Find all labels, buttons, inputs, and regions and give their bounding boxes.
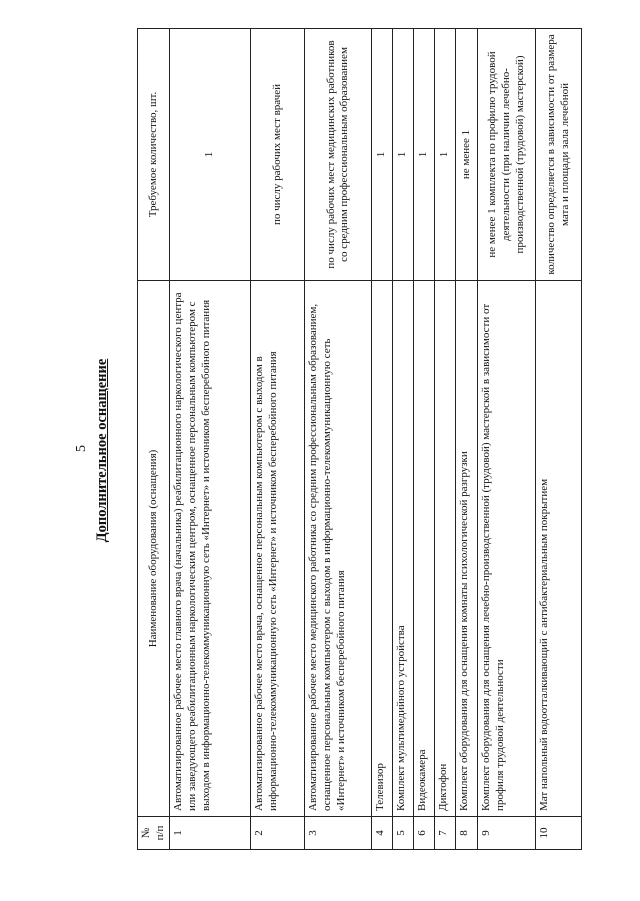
row-equipment-name: Диктофон <box>435 281 456 817</box>
row-number: 4 <box>372 817 393 850</box>
row-quantity: 1 <box>414 29 435 281</box>
row-number: 5 <box>393 817 414 850</box>
equipment-table <box>137 28 582 850</box>
table-row <box>414 29 435 850</box>
row-number: 7 <box>435 817 456 850</box>
row-quantity: 1 <box>435 29 456 281</box>
row-number: 10 <box>536 817 582 850</box>
row-equipment-name: Видеокамера <box>414 281 435 817</box>
table-row <box>170 29 251 850</box>
row-quantity: количество определяется в зависимости от размера мата и площади зала лечебной <box>536 29 582 281</box>
row-quantity: по числу рабочих мест медицинских работников со средним профессиональным образованием <box>305 29 372 281</box>
row-equipment-name: Автоматизированное рабочее место медицинского работника со средним профессиональным образованием, оснащенное персональным компьютером с выходом в информационно-телекоммуникационную сеть «Интернет» и источником бесперебойного питания <box>305 281 372 817</box>
row-number: 8 <box>456 817 478 850</box>
row-number: 3 <box>305 817 372 850</box>
table-row <box>536 29 582 850</box>
table-row <box>393 29 414 850</box>
table-row <box>251 29 305 850</box>
row-equipment-name: Автоматизированное рабочее место врача, оснащенное персональным компьютером с выходом в информационно-телекоммуникационную сеть «Интернет» и источником бесперебойного питания <box>251 281 305 817</box>
row-equipment-name: Комплект оборудования для оснащения лечебно-производственной (трудовой) мастерской в зависимости от профиля трудовой деятельности <box>478 281 536 817</box>
row-quantity: не менее 1 комплекта по профилю трудовой деятельности (при наличии лечебно-производственной (трудовой) мастерской) <box>478 29 536 281</box>
table-row <box>478 29 536 850</box>
row-equipment-name: Телевизор <box>372 281 393 817</box>
row-quantity: 1 <box>170 29 251 281</box>
section-title: Дополнительное оснащение <box>94 358 110 543</box>
row-equipment-name: Комплект оборудования для оснащения комнаты психологической разгрузки <box>456 281 478 817</box>
row-equipment-name: Мат напольный водоотталкивающий с антибактериальным покрытием <box>536 281 582 817</box>
header-quantity: Требуемое количество, шт. <box>138 29 170 281</box>
row-equipment-name: Автоматизированное рабочее место главного врача (начальника) реабилитационного наркологического центра или заведующего реабилитационным наркологическим центром, оснащенное персональным компьютером с выходом в информационно-телекоммуникационную сеть «Интернет» и источником бесперебойного питания <box>170 281 251 817</box>
row-quantity: 1 <box>372 29 393 281</box>
row-number: 2 <box>251 817 305 850</box>
row-number: 1 <box>170 817 251 850</box>
row-equipment-name: Комплект мультимедийного устройства <box>393 281 414 817</box>
row-number: 9 <box>478 817 536 850</box>
table-row <box>372 29 393 850</box>
page-number: 5 <box>74 445 89 452</box>
table-row <box>435 29 456 850</box>
row-quantity: по числу рабочих мест врачей <box>251 29 305 281</box>
row-number: 6 <box>414 817 435 850</box>
header-equipment-name: Наименование оборудования (оснащения) <box>138 281 170 817</box>
table-header-row <box>138 29 170 850</box>
row-quantity: 1 <box>393 29 414 281</box>
row-quantity: не менее 1 <box>456 29 478 281</box>
table-row <box>305 29 372 850</box>
table-row <box>456 29 478 850</box>
header-number: № п/п <box>138 817 170 850</box>
